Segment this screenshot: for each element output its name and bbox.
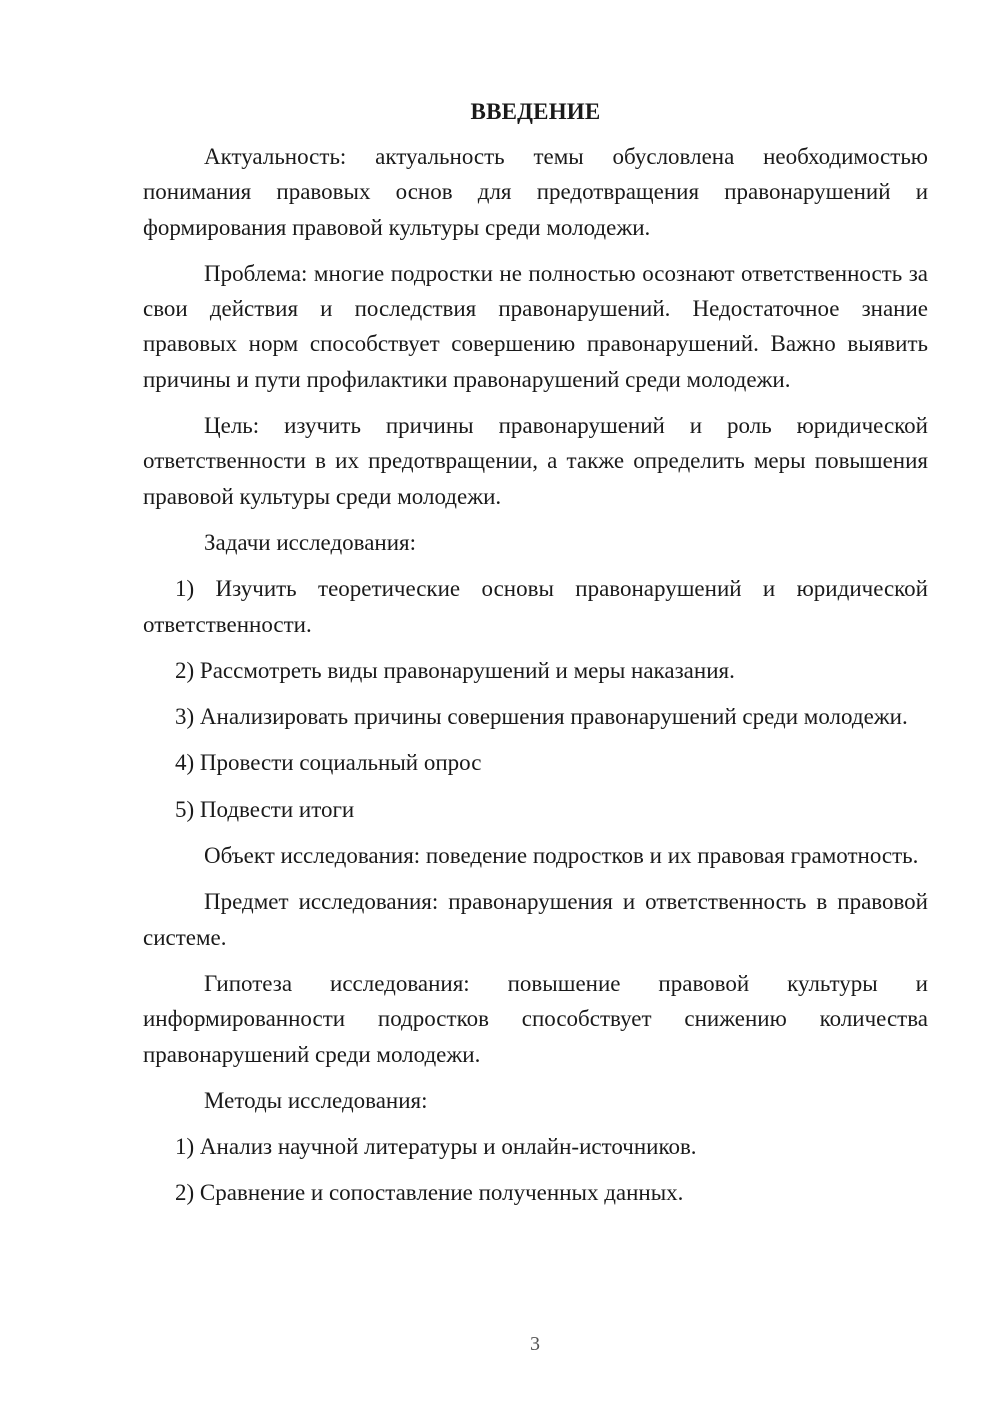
method-item-1: 1) Анализ научной литературы и онлайн-источников. <box>175 1134 697 1160</box>
section-heading: ВВЕДЕНИЕ <box>470 99 601 124</box>
hypothesis-paragraph: Гипотеза исследования: повышение правовой культуры и информированности подростков способствует снижению количества правонарушений среди молодежи. <box>143 970 928 1067</box>
methods-heading: Методы исследования: <box>204 1087 428 1113</box>
task-item-4: 4) Провести социальный опрос <box>175 750 482 776</box>
object-paragraph: Объект исследования: поведение подростков и их правовая грамотность. <box>204 843 919 869</box>
relevance-paragraph: Актуальность: актуальность темы обусловлена необходимостью понимания правовых основ для предотвращения правонарушений и формирования правовой культуры среди молодежи. <box>143 144 928 240</box>
problem-paragraph: Проблема: многие подростки не полностью осознают ответственность за свои действия и последствия правонарушений. Недостаточное знание правовых норм способствует совершению правонарушений. Важно выявить причины и пути профилактики правонарушений среди молодежи. <box>143 260 928 392</box>
task-item-3: 3) Анализировать причины совершения правонарушений среди молодежи. <box>175 704 908 730</box>
tasks-heading: Задачи исследования: <box>204 529 417 555</box>
task-item-2: 2) Рассмотреть виды правонарушений и меры наказания. <box>175 657 735 683</box>
task-item-1: 1) Изучить теоретические основы правонарушений и юридической ответственности. <box>143 576 928 637</box>
page-body <box>143 94 928 1222</box>
goal-paragraph: Цель: изучить причины правонарушений и роль юридической ответственности в их предотвращении, а также определить меры повышения правовой культуры среди молодежи. <box>143 413 928 509</box>
task-item-5: 5) Подвести итоги <box>175 796 355 822</box>
method-item-2: 2) Сравнение и сопоставление полученных данных. <box>175 1180 684 1206</box>
subject-paragraph: Предмет исследования: правонарушения и ответственность в правовой системе. <box>143 889 928 950</box>
page-number: 3 <box>530 1333 540 1355</box>
